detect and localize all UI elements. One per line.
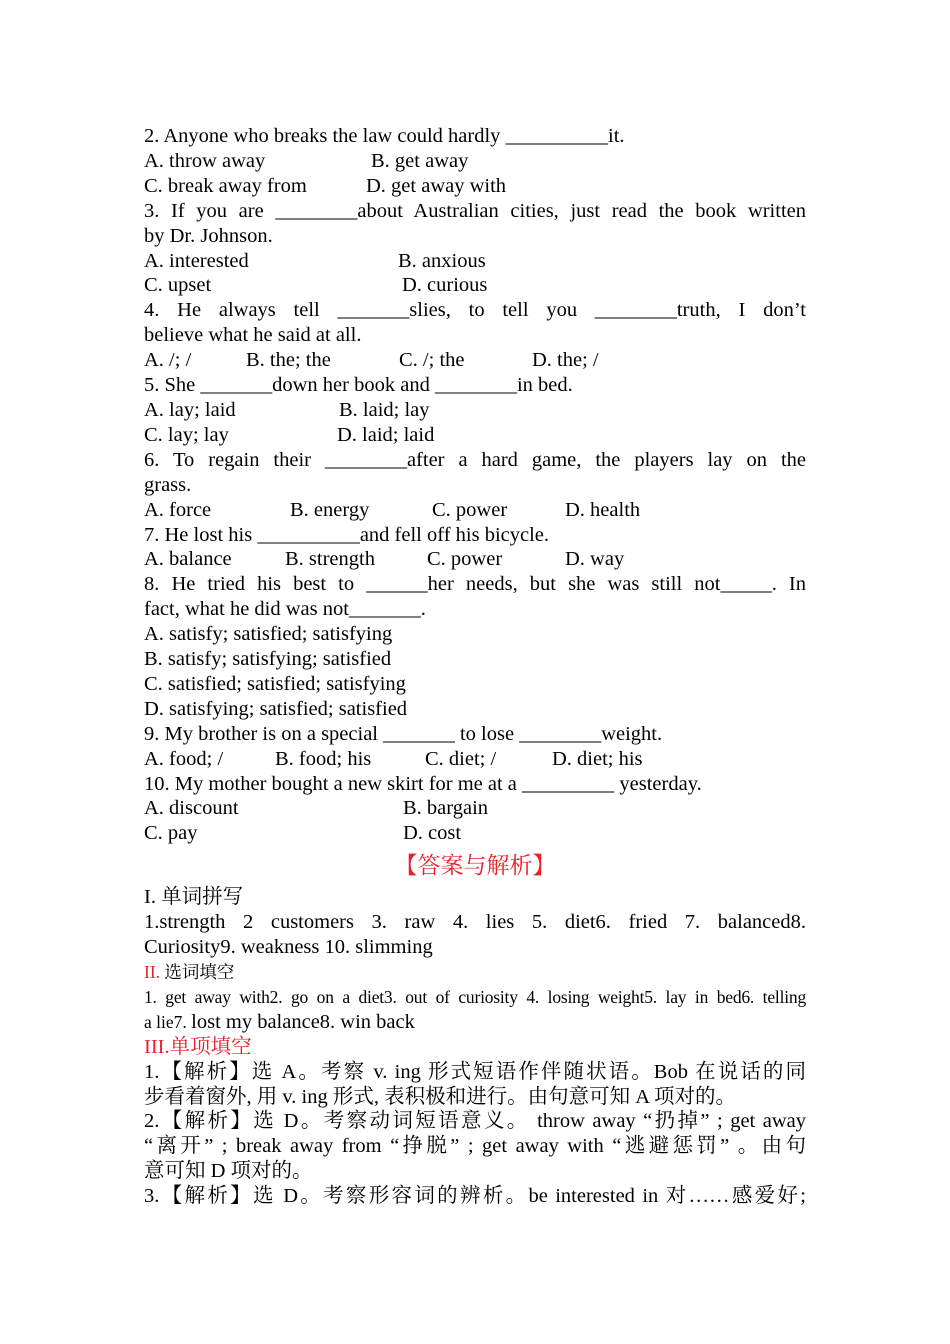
option-c: C. pay	[144, 822, 198, 845]
option-d: D. health	[565, 498, 641, 521]
section-2-label: 选词填空	[164, 962, 235, 982]
question-6-line-1: 6. To regain their ________after a hard game, the players lay on the	[144, 448, 806, 471]
option-a: A. interested	[144, 249, 249, 272]
option-a: A. balance	[144, 548, 232, 571]
explanation-1-line-2: 步看着窗外, 用 v. ing 形式, 表积极和进行。由句意可知 A 项对的。	[144, 1085, 737, 1108]
question-2: 2. Anyone who breaks the law could hardly __________it.	[144, 125, 625, 147]
option-d: D. way	[565, 548, 625, 571]
option-a: A. discount	[144, 797, 239, 820]
option-d: D. curious	[402, 274, 488, 297]
option-b: B. the; the	[246, 349, 331, 372]
section-2-answers-line-2-start: a lie7.	[144, 1011, 192, 1032]
page-content	[144, 124, 806, 1209]
question-4-line-1: 4. He always tell _______slies, to tell you ________truth, I don’t	[144, 299, 806, 322]
question-6-line-2: grass.	[144, 473, 192, 496]
explanation-2-line-3: 意可知 D 项对的。	[144, 1160, 313, 1183]
section-1-answers-line-1: 1.strength 2 customers 3. raw 4. lies 5. diet6. fried 7. balanced8.	[144, 911, 806, 934]
question-4-options	[144, 348, 806, 373]
explanation-2-line-1: 2.【解析】选 D。考察动词短语意义。 throw away “扔掉” ; get away	[144, 1110, 806, 1133]
question-3-line-1: 3. If you are ________about Australian cities, just read the book written	[144, 199, 806, 222]
option-d: D. laid; laid	[337, 423, 435, 446]
section-3-title: III.单项填空	[144, 1035, 252, 1058]
option-b: B. satisfy; satisfying; satisfied	[144, 648, 392, 671]
option-c: C. /; the	[399, 349, 465, 372]
question-5-options-row-2	[144, 423, 806, 448]
question-8-line-2: fact, what he did was not_______.	[144, 598, 426, 621]
question-8-line-1: 8. He tried his best to ______her needs, but she was still not_____. In	[144, 573, 806, 596]
option-d: D. the; /	[532, 349, 599, 372]
question-9-options	[144, 747, 806, 772]
question-9: 9. My brother is on a special _______ to lose ________weight.	[144, 722, 663, 745]
option-b: B. laid; lay	[339, 398, 430, 421]
question-5-options-row-1	[144, 398, 806, 423]
question-10-options-row-2	[144, 821, 806, 846]
question-2-options-row-1	[144, 149, 806, 174]
option-c: C. diet; /	[425, 747, 497, 770]
section-1-title: I. 单词拼写	[144, 886, 244, 909]
option-c: C. satisfied; satisfied; satisfying	[144, 672, 406, 695]
option-a: A. food; /	[144, 747, 224, 770]
question-3-options-row-2	[144, 273, 806, 298]
option-d: D. get away with	[366, 174, 507, 197]
option-c: C. power	[427, 548, 503, 571]
option-a: A. force	[144, 498, 212, 521]
option-d: D. satisfying; satisfied; satisfied	[144, 697, 408, 720]
question-5: 5. She _______down her book and ________in bed.	[144, 374, 573, 397]
question-10: 10. My mother bought a new skirt for me at a _________ yesterday.	[144, 772, 702, 795]
question-7: 7. He lost his __________and fell off his bicycle.	[144, 523, 550, 546]
option-b: B. strength	[285, 548, 375, 571]
option-c: C. lay; lay	[144, 423, 229, 446]
option-c: C. break away from	[144, 174, 307, 197]
explanation-2-line-2: “离开” ; break away from “挣脱” ; get away with “逃避惩罚” 。由句	[144, 1135, 806, 1158]
option-a: A. /; /	[144, 349, 192, 372]
section-2-numeral: II.	[144, 962, 161, 982]
question-10-options-row-1	[144, 796, 806, 821]
option-a: A. lay; laid	[144, 398, 236, 421]
option-b: B. bargain	[403, 797, 489, 820]
question-4-line-2: believe what he said at all.	[144, 324, 362, 347]
section-2-answers-line-2-end: lost my balance8. win back	[191, 1010, 415, 1033]
section-2-answers-line-1: 1. get away with2. go on a diet3. out of curiosity 4. losing weight5. lay in bed6. telling	[144, 986, 806, 1007]
option-a: A. satisfy; satisfied; satisfying	[144, 623, 393, 646]
section-2-answers-line-2	[144, 1010, 806, 1035]
answers-heading: 【答案与解析】	[394, 853, 556, 879]
question-3-options-row-1	[144, 249, 806, 274]
option-b: B. energy	[290, 498, 370, 521]
option-c: C. upset	[144, 274, 212, 297]
question-6-options	[144, 498, 806, 523]
option-b: B. get away	[371, 149, 469, 172]
explanation-1-line-1: 1.【解析】选 A。考察 v. ing 形式短语作伴随状语。Bob 在说话的同	[144, 1060, 806, 1083]
option-d: D. diet; his	[552, 747, 643, 770]
option-c: C. power	[432, 498, 508, 521]
explanation-3-line-1: 3.【解析】选 D。考察形容词的辨析。be interested in 对……感爱好;	[144, 1185, 806, 1208]
question-7-options	[144, 547, 806, 572]
section-1-answers-line-2: Curiosity9. weakness 10. slimming	[144, 936, 433, 959]
question-3-line-2: by Dr. Johnson.	[144, 224, 273, 247]
option-b: B. food; his	[275, 747, 372, 770]
question-2-options-row-2	[144, 174, 806, 199]
option-d: D. cost	[403, 822, 462, 845]
option-a: A. throw away	[144, 149, 266, 172]
section-2-title	[144, 960, 806, 985]
option-b: B. anxious	[398, 249, 486, 272]
